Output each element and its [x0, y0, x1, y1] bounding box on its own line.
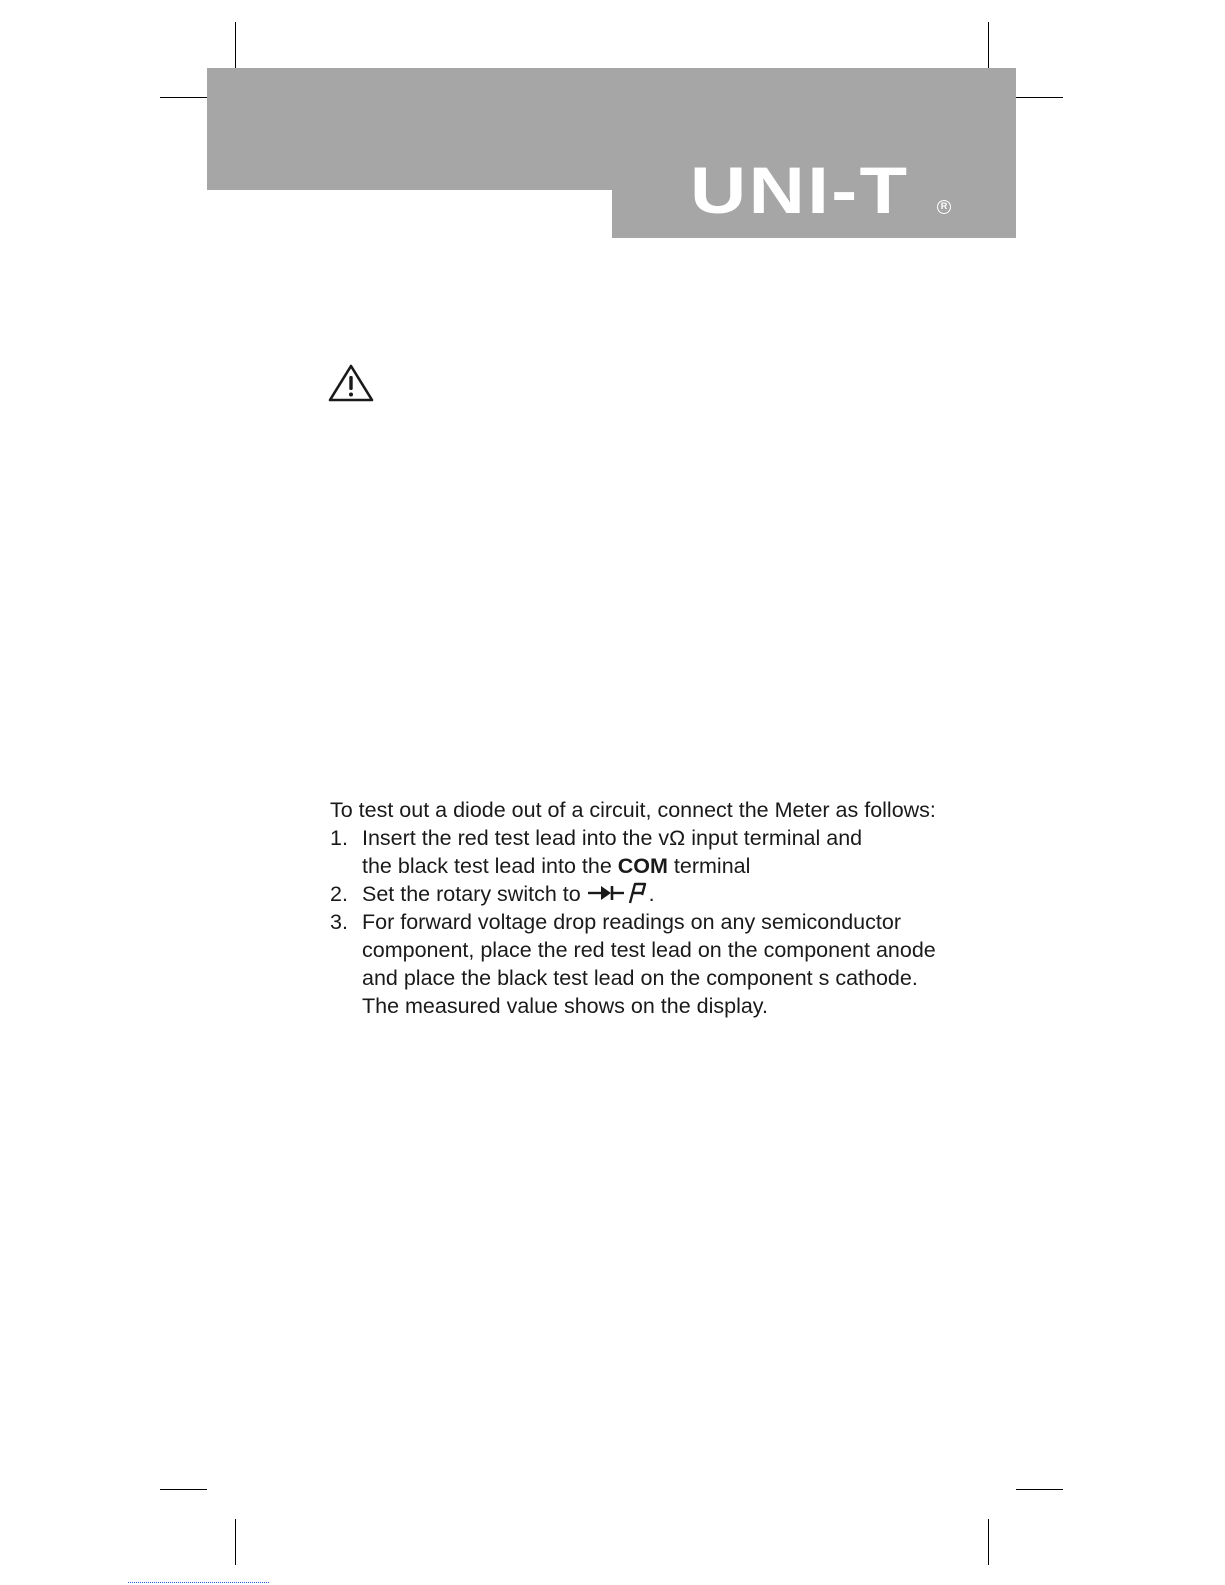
step-1 [330, 824, 950, 880]
step-text: . [648, 882, 655, 906]
crop-mark [988, 1519, 989, 1565]
brand-text: UNI-T [690, 153, 910, 227]
step-text: terminal [667, 854, 751, 878]
step-text: Set the rotary switch to [362, 882, 587, 906]
crop-mark [235, 22, 236, 68]
bottom-link-underline [128, 1582, 269, 1583]
crop-mark [1016, 97, 1063, 98]
step-text: Insert the red test lead into the v [362, 826, 670, 850]
crop-mark [988, 22, 989, 68]
step-text: the black test lead into the [362, 854, 618, 878]
diode-continuity-icon [587, 881, 649, 905]
result-text: The measured value shows on the display. [362, 994, 768, 1018]
com-terminal-label: COM [617, 854, 668, 878]
step-3 [330, 908, 950, 1020]
warning-triangle-icon [328, 364, 374, 402]
intro-paragraph: To test out a diode out of a circuit, connect the Meter as follows: [330, 798, 936, 822]
step-2 [330, 880, 950, 908]
step-number: 1. [330, 826, 348, 850]
step-text: For forward voltage drop readings on any semiconductor component, place the red test lead on the component anode and place the black test lead on the component s cathode. [362, 910, 936, 990]
brand-logo [690, 153, 910, 227]
step-number: 3. [330, 910, 348, 934]
crop-mark [160, 1489, 207, 1490]
step-text: input terminal and [685, 826, 863, 850]
crop-mark [235, 1519, 236, 1565]
instructions [330, 796, 950, 1020]
crop-mark [1016, 1489, 1063, 1490]
registered-mark: R [937, 200, 951, 214]
step-number: 2. [330, 882, 348, 906]
crop-mark [160, 97, 207, 98]
omega-symbol: Ω [669, 826, 686, 850]
